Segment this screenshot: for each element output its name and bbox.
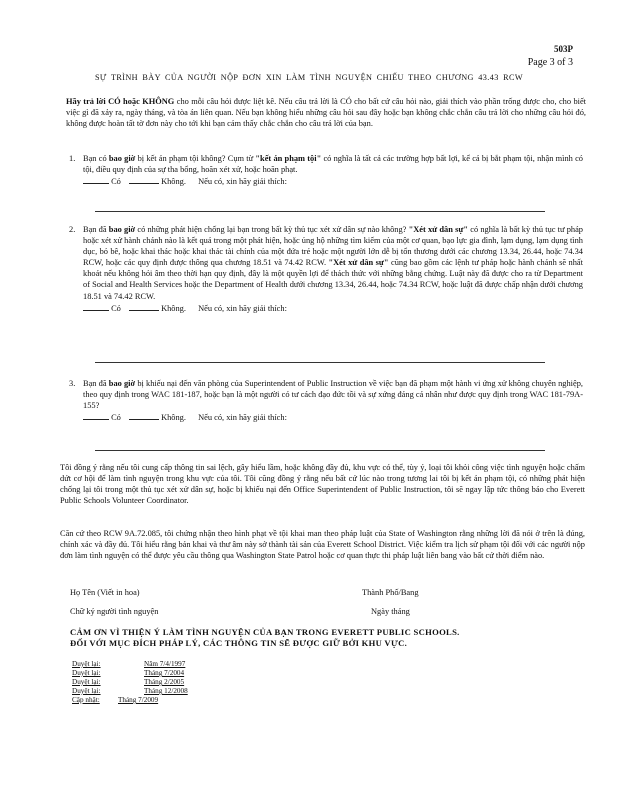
question-number: 1. [69, 154, 76, 163]
question-text: Bạn đã bao giờ bị khiếu nại đến văn phòng của Superintendent of Public Instruction về việc bạn đã phạm một hành vi ứng xử không chuyên nghiệp, theo quy định trong WAC 181-187, hoặc bạn là một người có tư cách đạo đức tồi và sự xứng đáng cá nhân như được quy định trong WAC 181-79A-155? [83, 379, 583, 411]
explanation-line-2[interactable] [95, 362, 545, 363]
signature-label: Chữ ký người tình nguyện [70, 607, 159, 616]
legal-line: ĐỐI VỚI MỤC ĐÍCH PHÁP LÝ, CÁC THÔNG TIN SẼ ĐƯỢC GIỮ BỞI KHU VỰC. [70, 638, 408, 649]
city-state-label: Thành Phố/Bang [362, 588, 419, 597]
name-row [70, 587, 510, 599]
question-text: Bạn có bao giờ bị kết án phạm tội không? Cụm từ "kết án phạm tội" có nghĩa là tất cả các trường hợp bất lợi, kể cả bị bắt phạm tội, nhận mình có tội, điều quy định của sự tha bổng, hoãn xét xử, hoặc hoãn phạt. [83, 154, 583, 175]
yes-blank[interactable] [83, 411, 109, 420]
yes-label: Có [111, 413, 121, 423]
closing-notice [70, 627, 570, 650]
explanation-line-1[interactable] [95, 211, 545, 212]
answer-row [83, 175, 583, 187]
question-3 [69, 378, 583, 423]
yes-blank[interactable] [83, 175, 109, 184]
date-label: Ngày tháng [371, 607, 410, 616]
yes-blank[interactable] [83, 302, 109, 311]
explanation-line-3[interactable] [95, 450, 545, 451]
question-text: Bạn đã bao giờ có những phát hiện chống lại bạn trong bất kỳ thủ tục xét xử dân sự nào không? "Xét xử dân sự" có nghĩa là bất kỳ thủ tục tư pháp hoặc xét xử hành chánh nào là kết quả trong một phát hiện, hoặc ủng hộ những tìm kiếm của một cơ quan, bạo lực gia đình, lạm dụng, lạm dụng tình dục, bỏ bê, hoặc khai thác hoặc khai thác tài chính của một đứa trẻ hoặc một người lớn dễ bị tổn thương dưới các chương 13.34, 26.44, hoặc 74.34 RCW, hoặc các quy định được thông qua chương 18.51 và 74.42 RCW. "Xét xử dân sự" cũng bao gồm các lệnh tư pháp hoặc hành chánh sẽ nhất khoát nếu không hỏi âm theo thời hạn quy định, đây là một quyền lợi để thách thức với những bằng chứng. Luật này đã được cho ra từ Department of Social and Health Services hoặc the Department of Health dưới chương 13.34, 26.44, hoặc 74.34 RCW, hoặc luật đã được chấp nhận dưới chương 18.51 và 74.42 RCW. [83, 225, 583, 301]
question-number: 3. [69, 379, 76, 388]
answer-row [83, 411, 583, 423]
question-1 [69, 153, 583, 187]
answer-row [83, 302, 583, 314]
page-number: Page 3 of 3 [527, 57, 573, 68]
yes-label: Có [111, 303, 121, 313]
document-code: 503P [554, 44, 573, 54]
explain-prompt: Nếu có, xin hãy giải thích: [198, 177, 287, 187]
instructions-paragraph [66, 96, 586, 129]
name-label: Họ Tên (Viết in hoa) [70, 588, 140, 597]
thanks-line: CẢM ƠN VÌ THIỆN Ý LÀM TÌNH NGUYỆN CỦA BẠN TRONG EVERETT PUBLIC SCHOOLS. [70, 627, 460, 637]
no-blank[interactable] [129, 175, 159, 184]
certification-statement: Căn cứ theo RCW 9A.72.085, tôi chứng nhận theo hình phạt về tội khai man theo pháp luật của State of Washington rằng những lời đã nói ở trên là đúng, chính xác và đầy đủ. Tôi hiểu rằng bản khai và thư âm này sở thành tài sản của Everett School District. Việc kiểm tra lịch sử phạm tội đối với các người nộp đơn làm tình nguyện có thể được yêu cầu thông qua Washington State Patrol hoặc cơ quan thực thi pháp luật liên bang vào bất cứ thời điểm nào. [60, 529, 585, 561]
no-blank[interactable] [129, 411, 159, 420]
no-label: Không. [161, 177, 186, 187]
yes-label: Có [111, 177, 121, 187]
agreement-statement: Tôi đồng ý rằng nếu tôi cung cấp thông tin sai lệch, gây hiểu lầm, hoặc không đầy đủ, khu vực có thể, tùy ý, loại tôi khỏi công việc tình nguyện hoặc chấm dứt cơ hội để làm tình nguyện trong khu vực của tôi. Tôi cũng đồng ý rằng nếu bất cứ lúc nào trong tương lai tôi bị kết án phạm tội, có những phát hiện chống lại tôi trong một thủ tục xét xử dân sự, hoặc bị khiếu nại đến Office Superintendent of Public Instruction, tôi sẽ ngay lập tức thông báo cho Everett Public Schools Volunteer Coordinator. [60, 463, 585, 506]
explain-prompt: Nếu có, xin hãy giải thích: [198, 303, 287, 313]
signature-row [70, 606, 510, 618]
no-label: Không. [161, 413, 186, 423]
no-label: Không. [161, 303, 186, 313]
no-blank[interactable] [129, 302, 159, 311]
explain-prompt: Nếu có, xin hãy giải thích: [198, 413, 287, 423]
question-2 [69, 224, 583, 314]
instructions-lead: Hãy trả lời CÓ hoặc KHÔNG [66, 97, 175, 106]
question-number: 2. [69, 225, 76, 234]
instructions-text: cho mỗi câu hỏi được liệt kê. Nếu câu trả lời là CÓ cho bất cứ câu hỏi nào, giải thích vào phần trống được cho, cho biết việc gì đã xảy ra, ngày tháng, và tòa án liên quan. Nếu bạn không hiểu những câu hỏi sau đây hoặc bạn không chắc chắn câu trả lời cho những câu hỏi đó, không được hoàn tất tờ đơn này cho tới khi bạn cảm thấy chắc chắn cho câu trả lời của bạn. [66, 97, 586, 129]
form-title: SỰ TRÌNH BÀY CỦA NGƯỜI NỘP ĐƠN XIN LÀM TÌNH NGUYỆN CHIẾU THEO CHƯƠNG 43.43 RCW [94, 73, 524, 82]
